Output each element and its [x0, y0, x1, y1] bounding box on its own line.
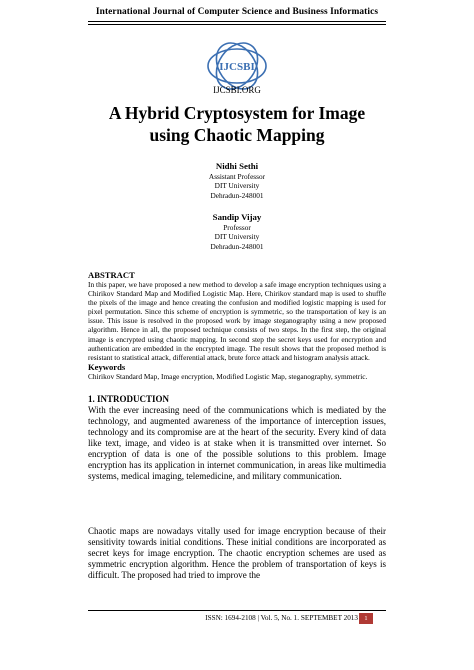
- author-affiliation: DIT University: [214, 232, 260, 242]
- author-affiliation: DIT University: [214, 181, 260, 191]
- logo-text: IJCSBI: [219, 61, 255, 73]
- introduction-heading: 1. INTRODUCTION: [88, 394, 170, 404]
- author-block-1: [0, 160, 474, 200]
- author-block-2: [0, 211, 474, 251]
- author-name: Sandip Vijay: [212, 212, 262, 222]
- header-rule-bottom: [88, 24, 386, 25]
- journal-name: International Journal of Computer Science and Business Informatics: [95, 7, 379, 17]
- paper-title: [0, 102, 474, 146]
- page-number-badge: 1: [359, 613, 373, 624]
- introduction-paragraph-2: Chaotic maps are nowadays vitally used for image encryption because of their sensitivity towards initial conditions. These initial conditions are incorporated as secret keys for image encryption. The chaotic encryption schemes are used as symmetric encryption algorithm. Hence the problem of transportation of keys is difficult. The proposed had tried to improve the: [88, 526, 386, 580]
- journal-site: IJCSBI.ORG: [213, 85, 261, 95]
- footer-rule: [88, 610, 386, 611]
- author-name: Nidhi Sethi: [215, 161, 259, 171]
- author-location: Dehradun-248001: [210, 241, 264, 251]
- introduction-paragraph-1: With the ever increasing need of the communications which is mediated by the technology, and augmented awareness of the importance of interception issues, technology and its compromise are at the heart of the security. Every kind of data like text, image, and video is at stake when it is transmitted over internet. So encryption of data is one of the possible solutions to this problem. Image encryption has its application in internet communication, in areas like multimedia systems, medical imaging, telemedicine, and military communication.: [88, 405, 386, 481]
- title-line-2: using Chaotic Mapping: [149, 125, 325, 145]
- keywords-text: Chirikov Standard Map, Image encryption, Modified Logistic Map, steganography, symmetric.: [88, 372, 368, 381]
- abstract-heading: ABSTRACT: [88, 270, 135, 280]
- keywords-heading: Keywords: [88, 362, 126, 372]
- title-line-1: A Hybrid Cryptosystem for Image: [108, 103, 366, 123]
- author-role: Assistant Professor: [208, 172, 266, 181]
- author-location: Dehradun-248001: [210, 190, 264, 200]
- footer-issn: ISSN: 1694-2108 | Vol. 5, No. 1. SEPTEMBET 2013: [205, 614, 358, 622]
- abstract-text: In this paper, we have proposed a new method to develop a safe image encryption techniques using a Chirikov Standard Map and Modified Logistic Map. Here, Chirikov standard map is used to shuffle the pixels of the image and hence creating the confusion and modified logistic mapping is used for pixel permutation. Since this scheme of encryption is symmetric, so the transportation of key is an issue. This issue is resolved in the proposed work by image steganography using a new proposed algorithm. Hence in all, the proposed technique consists of two steps. In the first step, the original image is encrypted using chaotic mapping. In second step the secret keys used for encryption and authentication are embedded in the encrypted image. The result shows that the proposed method is resistant to statistical attack, differential attack, brute force attack and histogram analysis attack.: [88, 280, 386, 362]
- author-role: Professor: [223, 223, 251, 232]
- header-rule-top: [88, 21, 386, 22]
